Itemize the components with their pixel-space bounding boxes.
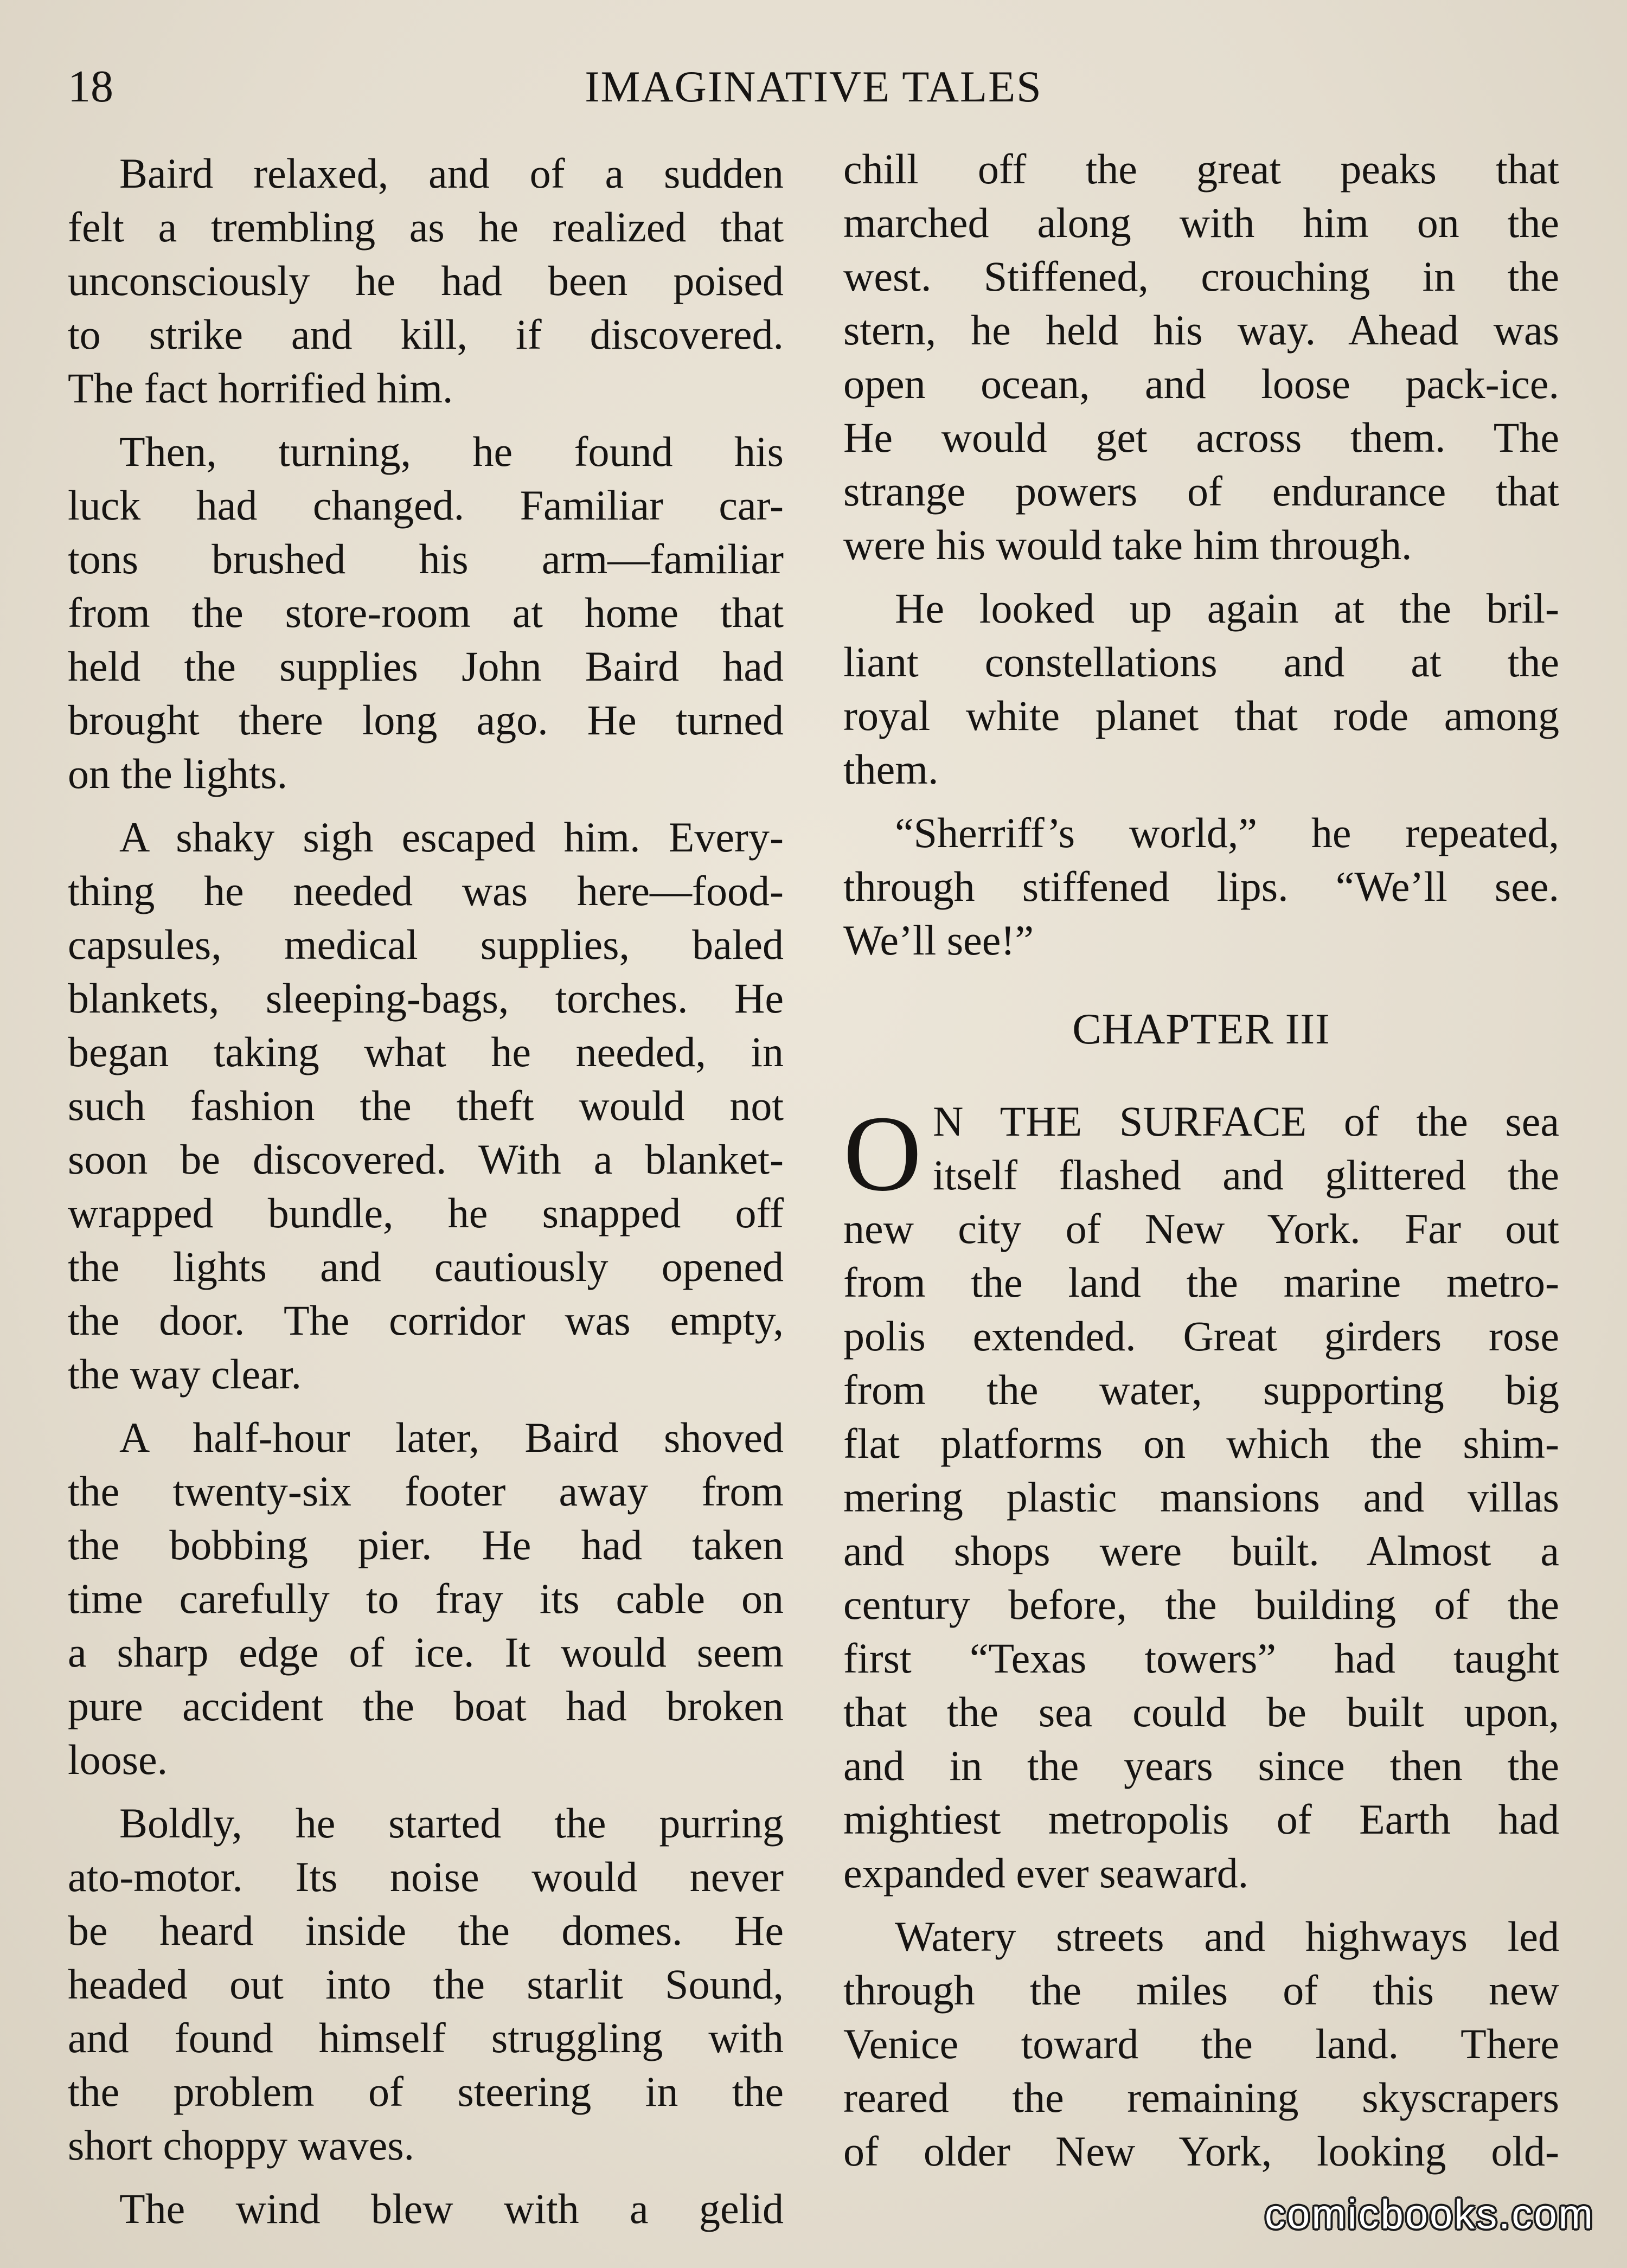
paragraph	[843, 806, 1559, 967]
text-line: tons brushed his arm—familiar	[68, 535, 784, 582]
text-line: of older New York, looking old-	[843, 2128, 1559, 2175]
text-line: such fashion the theft would not	[68, 1082, 784, 1129]
running-title: IMAGINATIVE TALES	[585, 62, 1042, 111]
text-line: from the store-room at home that	[68, 589, 784, 636]
text-line: and shops were built. Almost a	[843, 1527, 1559, 1574]
text-line: began taking what he needed, in	[68, 1028, 784, 1075]
page-header	[0, 57, 1627, 117]
text-line: He looked up again at the bril-	[895, 585, 1559, 632]
text-line: itself flashed and glittered the	[933, 1151, 1559, 1199]
text-line: mightiest metropolis of Earth had	[843, 1796, 1559, 1843]
text-line: the twenty-six footer away from	[68, 1468, 784, 1515]
text-line: to strike and kill, if discovered.	[68, 311, 784, 358]
page-number: 18	[68, 61, 113, 112]
text-line: pure accident the boat had broken	[68, 1682, 784, 1729]
text-line: “Sherriff’s world,” he repeated,	[895, 809, 1559, 856]
text-line: strange powers of endurance that	[843, 467, 1559, 515]
right-column-before-chapter	[843, 142, 1559, 967]
text-line: from the water, supporting big	[843, 1366, 1559, 1413]
text-line: century before, the building of the	[843, 1581, 1559, 1628]
left-column	[68, 146, 784, 2235]
text-line: open ocean, and loose pack-ice.	[843, 360, 1559, 407]
text-line: and in the years since then the	[843, 1742, 1559, 1789]
text-line: them.	[843, 746, 939, 793]
text-line: chill off the great peaks that	[843, 145, 1559, 193]
text-line: We’ll see!”	[843, 917, 1034, 964]
text-line: and found himself struggling with	[68, 2014, 784, 2061]
text-line: be heard inside the domes. He	[68, 1907, 784, 1954]
text-line: west. Stiffened, crouching in the	[843, 253, 1559, 300]
text-line: marched along with him on the	[843, 199, 1559, 246]
text-line: that the sea could be built upon,	[843, 1688, 1559, 1735]
right-column-after-chapter	[843, 1094, 1559, 2178]
paragraph	[843, 581, 1559, 796]
text-line: Then, turning, he found his	[119, 428, 784, 475]
text-line: headed out into the starlit Sound,	[68, 1961, 784, 2008]
paragraph	[843, 1094, 1559, 1900]
text-line: through the miles of this new	[843, 1966, 1559, 2014]
text-line: loose.	[68, 1736, 168, 1783]
text-line: held the supplies John Baird had	[68, 643, 784, 690]
text-line: polis extended. Great girders rose	[843, 1312, 1559, 1360]
text-line: flat platforms on which the shim-	[843, 1420, 1559, 1467]
chapter-heading: CHAPTER III	[1072, 1005, 1330, 1053]
text-line: from the land the marine metro-	[843, 1259, 1559, 1306]
text-line: the lights and cautiously opened	[68, 1243, 784, 1290]
text-line: first “Texas towers” had taught	[843, 1635, 1559, 1682]
text-line: new city of New York. Far out	[843, 1205, 1559, 1252]
text-line: were his would take him through.	[843, 521, 1412, 568]
text-line: felt a trembling as he realized that	[68, 203, 784, 251]
text-line: expanded ever seaward.	[843, 1849, 1249, 1897]
paragraph	[68, 810, 784, 1401]
text-line: short choppy waves.	[68, 2122, 415, 2169]
text-line: wrapped bundle, he snapped off	[68, 1189, 784, 1236]
text-line: Boldly, he started the purring	[119, 1799, 784, 1847]
text-line: the problem of steering in the	[68, 2068, 784, 2115]
text-line: Venice toward the land. There	[843, 2020, 1559, 2067]
text-line: through stiffened lips. “We’ll see.	[843, 863, 1559, 910]
text-line: blankets, sleeping-bags, torches. He	[68, 975, 784, 1022]
text-line: on the lights.	[68, 750, 288, 797]
text-line: ato-motor. Its noise would never	[68, 1853, 784, 1900]
text-line: reared the remaining skyscrapers	[843, 2074, 1559, 2121]
text-line: liant constellations and at the	[843, 638, 1559, 685]
paragraph	[68, 1411, 784, 1786]
right-column	[843, 142, 1559, 2178]
text-line: A shaky sigh escaped him. Every-	[119, 813, 784, 861]
text-line: capsules, medical supplies, baled	[68, 921, 784, 968]
paragraph	[68, 146, 784, 415]
paragraph	[68, 425, 784, 800]
text-line: Watery streets and highways led	[895, 1913, 1559, 1960]
text-line: A half-hour later, Baird shoved	[119, 1414, 784, 1461]
text-line: the door. The corridor was empty,	[68, 1297, 784, 1344]
text-line: time carefully to fray its cable on	[68, 1575, 784, 1622]
text-line: the way clear.	[68, 1350, 302, 1398]
text-line: Baird relaxed, and of a sudden	[119, 150, 784, 197]
text-line: N THE SURFACE of the sea	[933, 1098, 1559, 1145]
text-line: royal white planet that rode among	[843, 692, 1559, 739]
text-line: a sharp edge of ice. It would seem	[68, 1629, 784, 1676]
text-line: brought there long ago. He turned	[68, 696, 784, 744]
text-line: the bobbing pier. He had taken	[68, 1521, 784, 1568]
text-line: mering plastic mansions and villas	[843, 1473, 1559, 1521]
text-line: luck had changed. Familiar car-	[68, 482, 784, 529]
paragraph	[843, 142, 1559, 572]
text-line: The wind blew with a gelid	[119, 2185, 784, 2232]
text-line: unconsciously he had been poised	[68, 257, 784, 304]
text-line: He would get across them. The	[843, 414, 1559, 461]
paragraph	[843, 1910, 1559, 2178]
watermark-logo: comicbooks.com	[1265, 2192, 1594, 2238]
paragraph	[68, 1796, 784, 2172]
paragraph	[68, 2182, 784, 2235]
drop-cap: O	[843, 1094, 922, 1214]
text-line: thing he needed was here—food-	[68, 867, 784, 914]
text-line: The fact horrified him.	[68, 364, 453, 412]
text-line: soon be discovered. With a blanket-	[68, 1136, 784, 1183]
text-line: stern, he held his way. Ahead was	[843, 306, 1559, 354]
